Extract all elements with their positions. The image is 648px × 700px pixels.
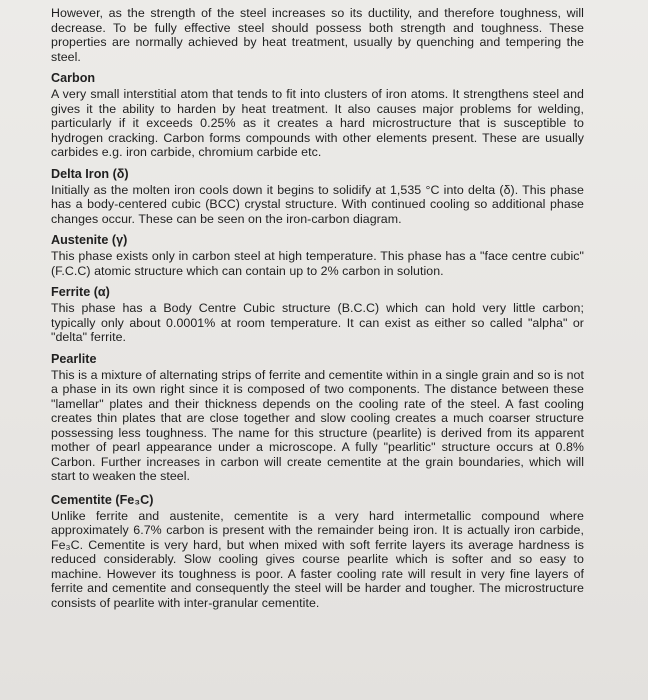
- section-body-carbon: A very small interstitial atom that tends to fit into clusters of iron atoms. It strengthens steel and gives it the ability to harden by heat treatment. It also causes major problems for welding, particularly if it exceeds 0.25% as it creates a hard microstructure that is susceptible to hydrogen cracking. Carbon forms compounds with other elements present. These are usually carbides e.g. iron carbide, chromium carbide etc.: [51, 87, 584, 159]
- section-heading-carbon: Carbon: [51, 71, 96, 85]
- section-body-cementite: Unlike ferrite and austenite, cementite is a very hard intermetallic compound where approximately 6.7% carbon is present with the remainder being iron. It is actually iron carbide, Fe₃C. Cementite is very hard, but when mixed with soft ferrite layers its average hardness is reduced considerably. Slow cooling gives course pearlite which is softer and so easy to machine. However its toughness is poor. A faster cooling rate will result in very fine layers of ferrite and cementite and consequently the steel will be harder and tougher. The microstructure consists of pearlite with inter-granular cementite.: [51, 508, 584, 610]
- section-delta-iron: [51, 167, 584, 227]
- section-pearlite: [51, 352, 584, 484]
- section-heading-austenite: Austenite (γ): [51, 233, 128, 247]
- section-body-delta-iron: Initially as the molten iron cools down it begins to solidify at 1,535 °C into delta (δ). This phase has a body-centered cubic (BCC) crystal structure. With continued cooling so additional phase changes occur. These can be seen on the iron-carbon diagram.: [51, 182, 584, 226]
- section-body-ferrite: This phase has a Body Centre Cubic structure (B.C.C) which can hold very little carbon; typically only about 0.0001% at room temperature. It can exist as either so called "alpha" or "delta" ferrite.: [51, 301, 584, 344]
- section-body-pearlite: This is a mixture of alternating strips of ferrite and cementite within in a single grain and so is not a phase in its own right since it is composed of two components. The distance between these "lamellar" plates and their thickness depends on the cooling rate of the steel. A fast cooling creates thin plates that are close together and slow cooling creates a much coarser structure possessing less toughness. The name for this structure (pearlite) is derived from its apparent mother of pearl appearance under a microscope. A fully "pearlitic" structure occurs at 0.8% Carbon. Further increases in carbon will create cementite at the grain boundaries, which will start to weaken the steel.: [51, 367, 584, 483]
- section-body-austenite: This phase exists only in carbon steel at high temperature. This phase has a "face centre cubic" (F.C.C) atomic structure which can contain up to 2% carbon in solution.: [51, 249, 584, 278]
- section-heading-delta-iron: Delta Iron (δ): [51, 166, 129, 181]
- section-cementite: [51, 493, 584, 611]
- section-heading-pearlite: Pearlite: [51, 351, 97, 366]
- section-austenite: [51, 233, 584, 278]
- section-heading-ferrite: Ferrite (α): [51, 285, 110, 299]
- section-ferrite: [51, 285, 584, 345]
- intro-paragraph: However, as the strength of the steel increases so its ductility, and therefore toughness, will decrease. To be fully effective steel should possess both strength and toughness. These properties are normally achieved by heat treatment, usually by quenching and tempering the steel.: [51, 6, 584, 64]
- section-heading-cementite: Cementite (Fe₃C): [51, 492, 154, 507]
- section-carbon: [51, 71, 584, 160]
